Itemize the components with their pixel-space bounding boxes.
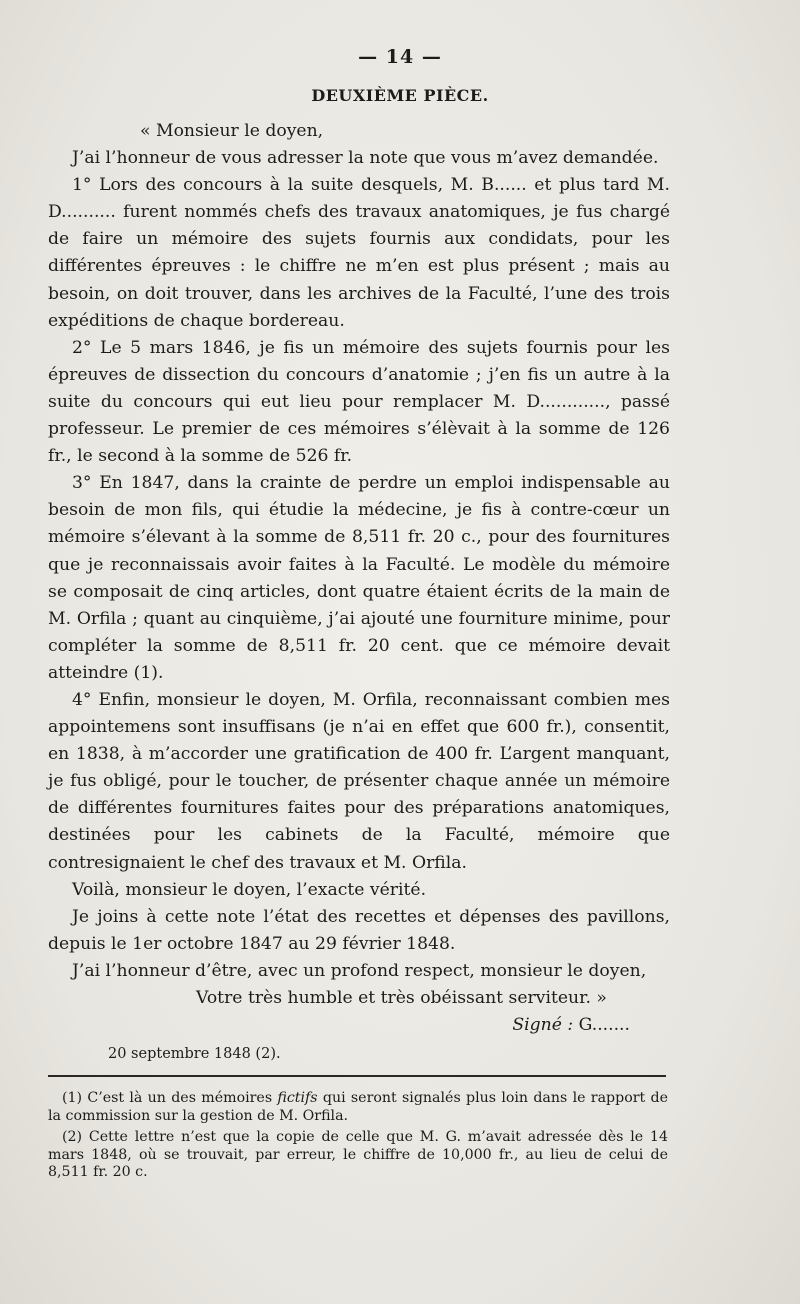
- paragraph-intro: J’ai l’honneur de vous adresser la note que vous m’avez demandée.: [72, 148, 659, 169]
- paragraph-verite: Voilà, monsieur le doyen, l’exacte vérité.: [72, 879, 427, 900]
- salutation: « Monsieur le doyen,: [140, 121, 324, 141]
- closing-line: Votre très humble et très obéissant serviteur. »: [196, 988, 607, 1008]
- letter-body: [48, 118, 670, 1068]
- footnote-1-start: (1) C’est là un des mémoires: [62, 1090, 278, 1106]
- footnotes: [48, 1090, 668, 1186]
- footnote-divider: [48, 1075, 666, 1077]
- paragraph-honneur: J’ai l’honneur d’être, avec un profond respect, monsieur le doyen,: [72, 960, 647, 981]
- footnote-1: [48, 1090, 668, 1125]
- section-heading: DEUXIÈME PIÈCE.: [311, 86, 489, 105]
- footnote-2: (2) Cette lettre n’est que la copie de celle que M. G. m’avait adressée dès le 14 mars 1848, où se trouvait, par erreur, le chiffre de 10,000 fr., au lieu de celui de 8,511 fr. 20 c.: [48, 1129, 668, 1180]
- footnote-1-end: qui seront signalés plus loin dans le rapport de la commission sur la gestion de M. Orfila.: [48, 1090, 668, 1124]
- signature-label: Signé :: [512, 1015, 574, 1036]
- paragraph-1: 1° Lors des concours à la suite desquels, M. B...... et plus tard M. D.......... furent nommés chefs des travaux anatomiques, je fus chargé de faire un mémoire des sujets fournis aux condidats, pour les différentes épreuves : le chiffre ne m’en est plus présent ; mais au besoin, on doit trouver, dans les archives de la Faculté, l’une des trois expéditions de chaque bordereau.: [48, 175, 670, 331]
- signature-name: G.......: [578, 1015, 630, 1036]
- footnote-1-emphasis: fictifs: [277, 1090, 318, 1106]
- signature-line: [48, 1012, 670, 1039]
- paragraph-joins: Je joins à cette note l’état des recettes et dépenses des pavillons, depuis le 1er octobre 1847 au 29 février 1848.: [48, 906, 670, 954]
- date-line: 20 septembre 1848 (2).: [108, 1046, 281, 1063]
- paragraph-2: 2° Le 5 mars 1846, je fis un mémoire des sujets fournis pour les épreuves de dissection du concours d’anatomie ; j’en fis un autre à la suite du concours qui eut lieu pour remplacer M. D............, passé professeur. Le premier de ces mémoires s’élèvait à la somme de 126 fr., le second à la somme de 526 fr.: [48, 337, 670, 467]
- page-number: — 14 —: [358, 46, 442, 68]
- paragraph-4: 4° Enfin, monsieur le doyen, M. Orfila, reconnaissant combien mes appointemens sont insuffisans (je n’ai en effet que 600 fr.), consentit, en 1838, à m’accorder une gratification de 400 fr. L’argent manquant, je fus obligé, pour le toucher, de présenter chaque année un mémoire de différentes fournitures faites pour des préparations anatomiques, destinées pour les cabinets de la Faculté, mémoire que contresignaient le chef des travaux et M. Orfila.: [48, 689, 670, 873]
- paragraph-3: 3° En 1847, dans la crainte de perdre un emploi indispensable au besoin de mon fils, qui étudie la médecine, je fis à contre-cœur un mémoire s’élevant à la somme de 8,511 fr. 20 c., pour des fournitures que je reconnaissais avoir faites à la Faculté. Le modèle du mémoire se composait de cinq articles, dont quatre étaient écrits de la main de M. Orfila ; quant au cinquième, j’ai ajouté une fourniture minime, pour compléter la somme de 8,511 fr. 20 cent. que ce mémoire devait atteindre (1).: [48, 473, 670, 683]
